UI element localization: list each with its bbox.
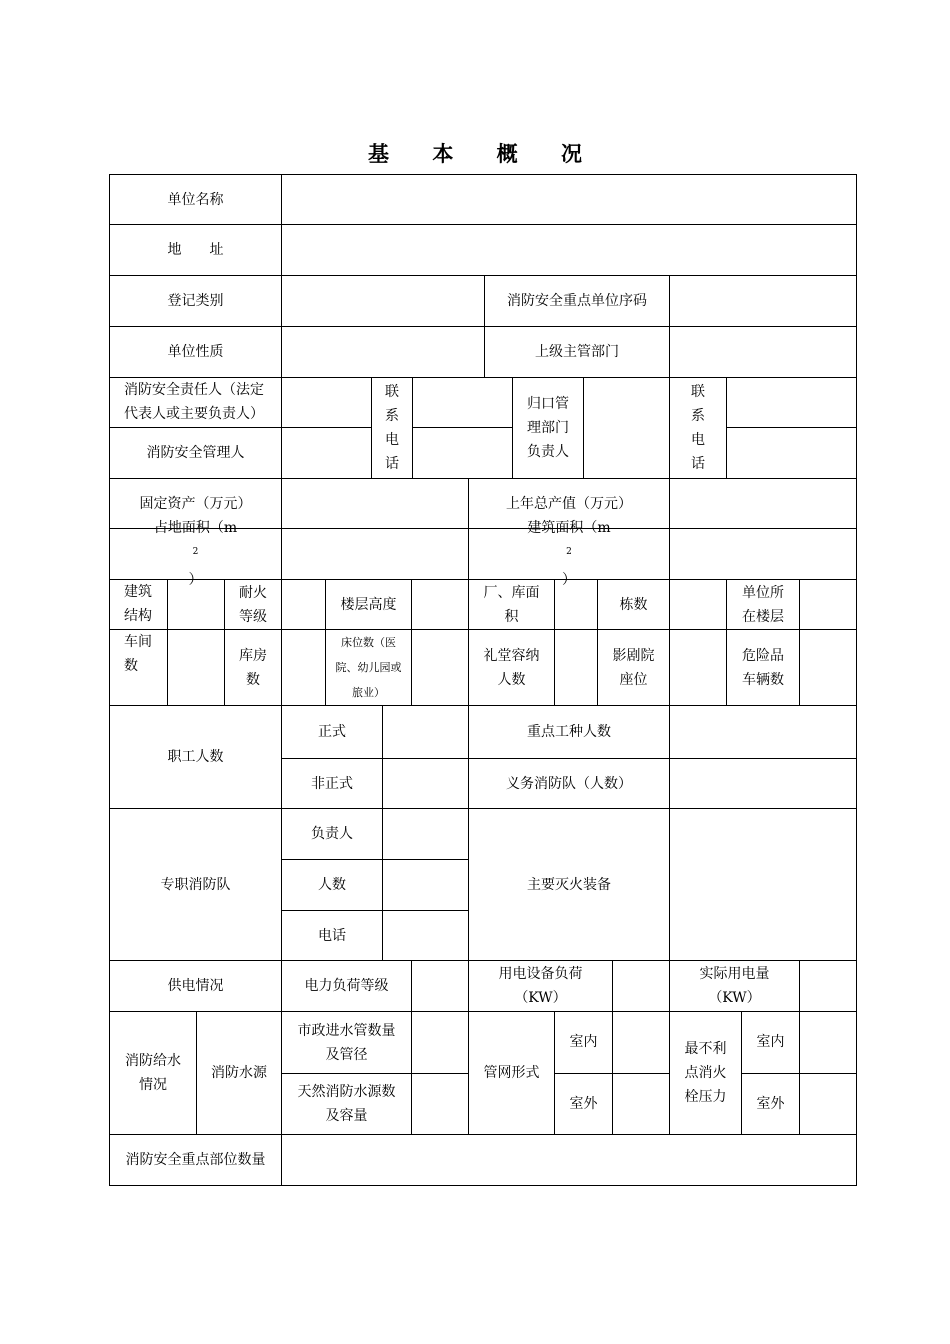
fire-rating-label: 耐火 等级 <box>224 579 282 630</box>
staff-count-label: 职工人数 <box>109 705 282 809</box>
manager-phone-field[interactable] <box>412 427 513 479</box>
safety-manager-label: 消防安全管理人 <box>109 427 282 479</box>
unit-nature-label: 单位性质 <box>109 326 282 378</box>
unit-floor-field[interactable] <box>799 579 857 630</box>
dept-head-phone-field-1[interactable] <box>726 377 857 428</box>
informal-label: 非正式 <box>281 758 383 809</box>
hazmat-vehicles-label: 危险品 车辆数 <box>726 629 800 706</box>
phone-field[interactable] <box>382 910 469 961</box>
dept-head-label: 归口管 理部门 负责人 <box>512 377 584 479</box>
fixed-assets-label: 固定资产（万元） <box>109 478 282 529</box>
indoor-label: 室内 <box>554 1011 613 1074</box>
beds-label: 床位数（医 院、幼儿园或 旅业） <box>325 629 412 706</box>
hydrant-indoor-label: 室内 <box>741 1011 800 1074</box>
key-unit-code-label: 消防安全重点单位序码 <box>484 275 670 327</box>
key-unit-code-field[interactable] <box>669 275 857 327</box>
power-load-grade-field[interactable] <box>411 960 469 1012</box>
leader-label: 负责人 <box>281 808 383 860</box>
unit-name-label: 单位名称 <box>109 174 282 225</box>
natural-source-label: 天然消防水源数 及容量 <box>281 1073 412 1135</box>
hydrant-indoor-field[interactable] <box>799 1011 857 1074</box>
factory-area-field[interactable] <box>554 579 598 630</box>
floor-height-field[interactable] <box>411 579 469 630</box>
outdoor-label: 室外 <box>554 1073 613 1135</box>
dept-head-phone-field-2[interactable] <box>726 427 857 479</box>
building-structure-label: 建筑 结构 <box>109 579 168 630</box>
unit-floor-label: 单位所 在楼层 <box>726 579 800 630</box>
safety-responsible-field[interactable] <box>281 377 372 428</box>
main-equipment-label: 主要灭火装备 <box>468 808 670 961</box>
warehouse-count-field[interactable] <box>281 629 326 706</box>
actual-power-label: 实际用电量 （KW） <box>669 960 800 1012</box>
superior-dept-label: 上级主管部门 <box>484 326 670 378</box>
page-title: 基 本 概 况 <box>368 141 600 166</box>
workshop-count-label: 车间 数 <box>109 629 168 706</box>
water-supply-label: 消防给水 情况 <box>109 1011 197 1135</box>
indoor-field[interactable] <box>612 1011 670 1074</box>
volunteer-team-field[interactable] <box>669 758 857 809</box>
municipal-pipe-label: 市政进水管数量 及管径 <box>281 1011 412 1074</box>
address-field[interactable] <box>281 224 857 276</box>
headcount-field[interactable] <box>382 859 469 911</box>
key-parts-field[interactable] <box>281 1134 857 1186</box>
warehouse-count-label: 库房 数 <box>224 629 282 706</box>
leader-field[interactable] <box>382 808 469 860</box>
floor-height-label: 楼层高度 <box>325 579 412 630</box>
water-source-label: 消防水源 <box>196 1011 282 1135</box>
building-area-label: 建筑面积（m $^2$ ） <box>468 528 670 580</box>
fulltime-team-label: 专职消防队 <box>109 808 282 961</box>
cinema-seats-field[interactable] <box>669 629 727 706</box>
hydrant-outdoor-label: 室外 <box>741 1073 800 1135</box>
factory-area-label: 厂、库面 积 <box>468 579 555 630</box>
responsible-phone-field[interactable] <box>412 377 513 428</box>
key-workers-field[interactable] <box>669 705 857 759</box>
workshop-count-field[interactable] <box>167 629 225 706</box>
land-area-label: 占地面积（m $^2$ ） <box>109 528 282 580</box>
address-label: 地 址 <box>109 224 282 276</box>
contact-phone-label-2: 联 系 电 话 <box>669 377 727 479</box>
building-area-field[interactable] <box>669 528 857 580</box>
beds-field[interactable] <box>411 629 469 706</box>
key-parts-label: 消防安全重点部位数量 <box>109 1134 282 1186</box>
unit-name-field[interactable] <box>281 174 857 225</box>
reg-type-field[interactable] <box>281 275 485 327</box>
building-count-label: 栋数 <box>597 579 670 630</box>
hall-capacity-label: 礼堂容纳 人数 <box>468 629 555 706</box>
formal-label: 正式 <box>281 705 383 759</box>
dept-head-field[interactable] <box>583 377 670 479</box>
hydrant-pressure-label: 最不利 点消火 栓压力 <box>669 1011 742 1135</box>
equipment-load-field[interactable] <box>612 960 670 1012</box>
municipal-pipe-field[interactable] <box>411 1011 469 1074</box>
hydrant-outdoor-field[interactable] <box>799 1073 857 1135</box>
main-equipment-field[interactable] <box>669 808 857 961</box>
pipe-form-label: 管网形式 <box>468 1011 555 1135</box>
safety-responsible-label: 消防安全责任人（法定 代表人或主要负责人） <box>109 377 282 428</box>
output-value-label: 上年总产值（万元） <box>468 478 670 529</box>
power-supply-label: 供电情况 <box>109 960 282 1012</box>
key-workers-label: 重点工种人数 <box>468 705 670 759</box>
power-load-grade-label: 电力负荷等级 <box>281 960 412 1012</box>
fixed-assets-field[interactable] <box>281 478 469 529</box>
outdoor-field[interactable] <box>612 1073 670 1135</box>
cinema-seats-label: 影剧院 座位 <box>597 629 670 706</box>
fire-rating-field[interactable] <box>281 579 326 630</box>
hall-capacity-field[interactable] <box>554 629 598 706</box>
volunteer-team-label: 义务消防队（人数） <box>468 758 670 809</box>
phone-label: 电话 <box>281 910 383 961</box>
actual-power-field[interactable] <box>799 960 857 1012</box>
land-area-field[interactable] <box>281 528 469 580</box>
safety-manager-field[interactable] <box>281 427 372 479</box>
formal-field[interactable] <box>382 705 469 759</box>
superior-dept-field[interactable] <box>669 326 857 378</box>
contact-phone-label: 联 系 电 话 <box>371 377 413 479</box>
equipment-load-label: 用电设备负荷 （KW） <box>468 960 613 1012</box>
building-count-field[interactable] <box>669 579 727 630</box>
headcount-label: 人数 <box>281 859 383 911</box>
reg-type-label: 登记类别 <box>109 275 282 327</box>
building-structure-field[interactable] <box>167 579 225 630</box>
output-value-field[interactable] <box>669 478 857 529</box>
unit-nature-field[interactable] <box>281 326 485 378</box>
informal-field[interactable] <box>382 758 469 809</box>
hazmat-vehicles-field[interactable] <box>799 629 857 706</box>
natural-source-field[interactable] <box>411 1073 469 1135</box>
